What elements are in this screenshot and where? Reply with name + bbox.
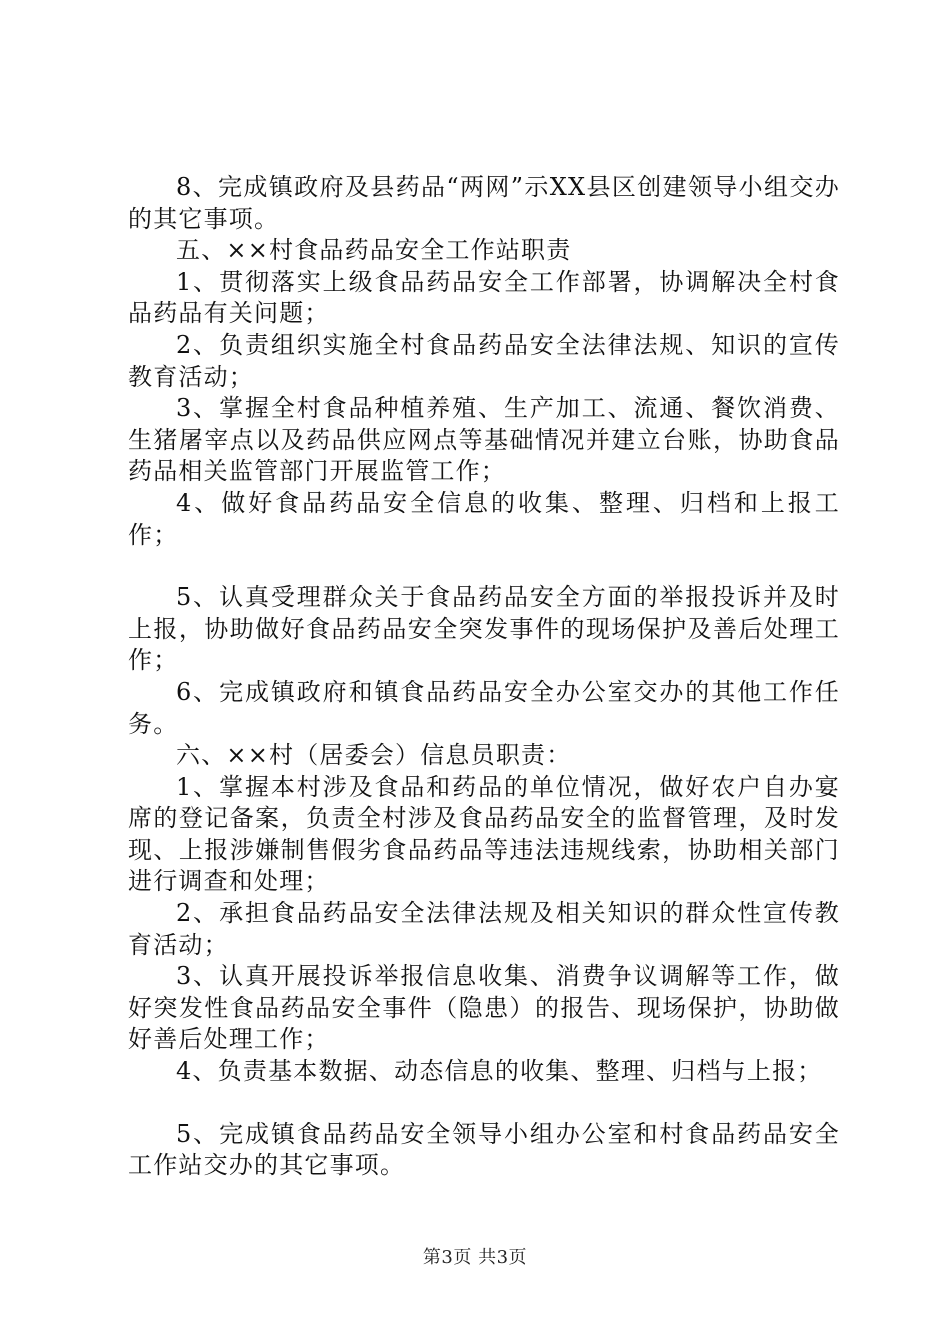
section-heading-village-station: 五、××村食品药品安全工作站职责 (176, 236, 572, 265)
officer-duty-2: 2、承担食品药品安全法律法规及相关知识的群众性宣传教育活动； (128, 899, 840, 959)
officer-duty-3: 3、认真开展投诉举报信息收集、消费争议调解等工作，做好突发性食品药品安全事件（隐患）的报告、现场保护，协助做好善后处理工作； (128, 962, 840, 1054)
page-number-footer: 第3页 共3页 (422, 1247, 528, 1268)
document-body (128, 172, 840, 1182)
paragraph-item-8-town-matters: 8、完成镇政府及县药品“两网”示XX县区创建领导小组交办的其它事项。 (128, 173, 840, 233)
station-duty-6: 6、完成镇政府和镇食品药品安全办公室交办的其他工作任务。 (128, 677, 840, 738)
station-duty-2: 2、负责组织实施全村食品药品安全法律法规、知识的宣传教育活动； (128, 330, 840, 391)
station-duty-5: 5、认真受理群众关于食品药品安全方面的举报投诉并及时上报，协助做好食品药品安全突发事件的现场保护及善后处理工作； (128, 583, 840, 675)
station-duty-3: 3、掌握全村食品种植养殖、生产加工、流通、餐饮消费、生猪屠宰点以及药品供应网点等基础情况并建立台账，协助食品药品相关监管部门开展监管工作； (128, 394, 840, 486)
officer-duty-4: 4、负责基本数据、动态信息的收集、整理、归档与上报； (176, 1057, 823, 1086)
station-duty-4: 4、做好食品药品安全信息的收集、整理、归档和上报工作； (128, 488, 840, 549)
section-heading-info-officer: 六、××村（居委会）信息员职责： (176, 741, 572, 770)
station-duty-1: 1、贯彻落实上级食品药品安全工作部署，协调解决全村食品药品有关问题； (128, 267, 840, 328)
officer-duty-1: 1、掌握本村涉及食品和药品的单位情况，做好农户自办宴席的登记备案，负责全村涉及食品药品安全的监督管理，及时发现、上报涉嫌制售假劣食品药品等违法违规线索，协助相关部门进行调查和处理； (128, 772, 840, 896)
officer-duty-5: 5、完成镇食品药品安全领导小组办公室和村食品药品安全工作站交办的其它事项。 (128, 1119, 840, 1180)
